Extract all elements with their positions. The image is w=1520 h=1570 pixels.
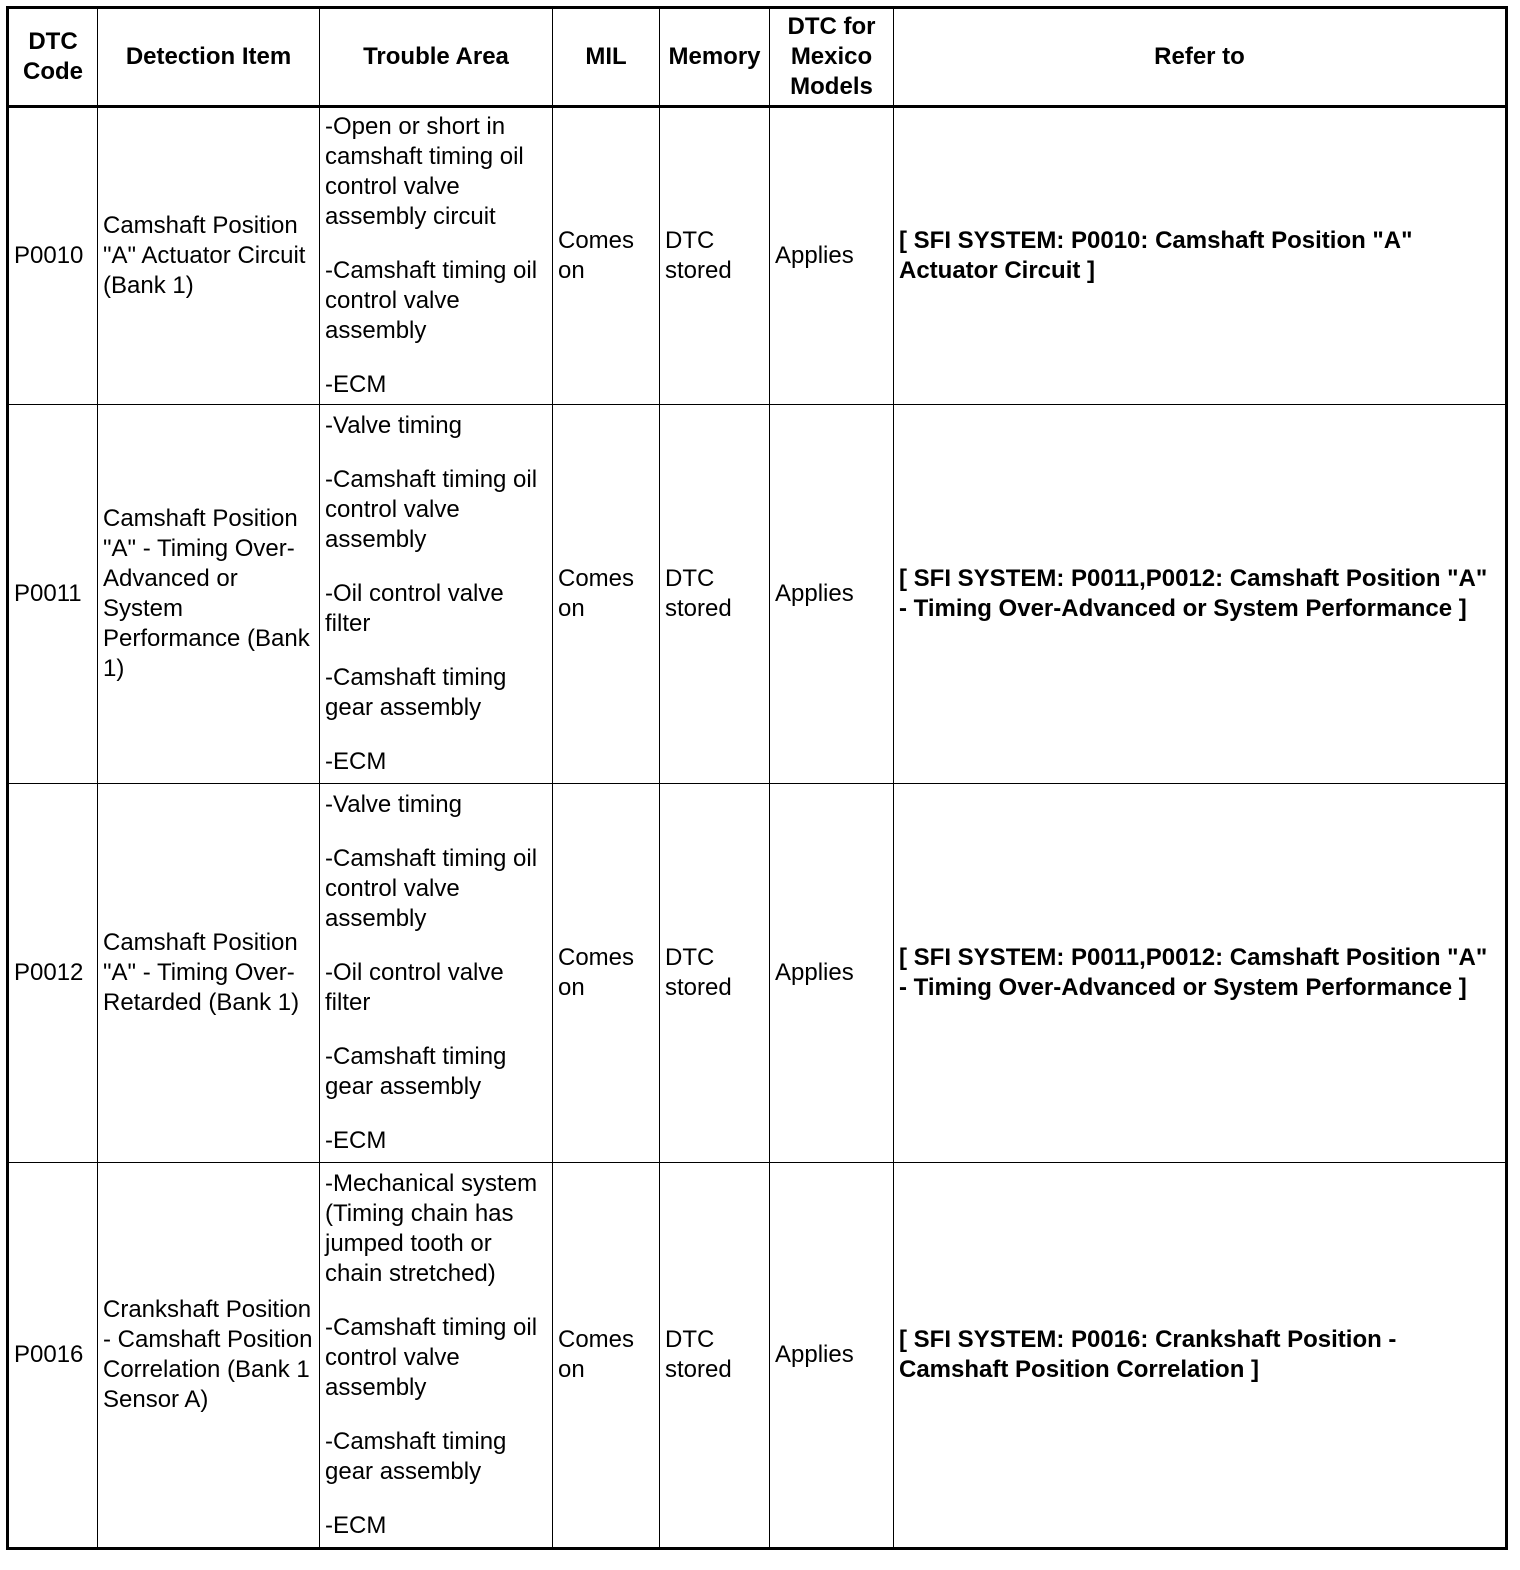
mil-cell: Comes on xyxy=(553,784,660,1163)
mil-cell: Comes on xyxy=(553,405,660,784)
refer-to-link[interactable]: [ SFI SYSTEM: P0011,P0012: Camshaft Position "A" - Timing Over-Advanced or System Performance ] xyxy=(894,784,1507,1163)
mil-cell: Comes on xyxy=(553,1163,660,1549)
trouble-area-item: -ECM xyxy=(325,1512,387,1539)
memory-cell: DTC stored xyxy=(660,784,770,1163)
mexico-models-cell: Applies xyxy=(770,1163,894,1549)
trouble-area-item: -Camshaft timing gear assembly xyxy=(325,664,507,721)
trouble-area-item: -Camshaft timing oil control valve assembly xyxy=(325,466,538,553)
trouble-area-item: -ECM xyxy=(325,371,387,398)
trouble-area-item: -Oil control valve filter xyxy=(325,959,504,1016)
trouble-area-item: -ECM xyxy=(325,748,387,775)
trouble-area-item: -Camshaft timing oil control valve assembly xyxy=(325,845,538,932)
trouble-area-item: -Valve timing xyxy=(325,791,462,818)
trouble-area-item: -Open or short in camshaft timing oil control valve assembly circuit xyxy=(325,113,524,230)
trouble-area-cell xyxy=(320,405,553,784)
detection-item-cell: Camshaft Position "A" - Timing Over-Advanced or System Performance (Bank 1) xyxy=(98,405,320,784)
trouble-area-item: -Mechanical system (Timing chain has jumped tooth or chain stretched) xyxy=(325,1170,538,1287)
mil-cell: Comes on xyxy=(553,107,660,405)
mexico-models-cell: Applies xyxy=(770,107,894,405)
table-row xyxy=(8,1163,1507,1549)
header-row xyxy=(8,8,1507,107)
dtc-code-cell: P0011 xyxy=(8,405,98,784)
trouble-area-cell xyxy=(320,1163,553,1549)
table-row xyxy=(8,784,1507,1163)
trouble-area-item: -Valve timing xyxy=(325,412,462,439)
header-mexico-models: DTC for Mexico Models xyxy=(770,8,894,107)
table-row xyxy=(8,107,1507,405)
detection-item-cell: Camshaft Position "A" Actuator Circuit (Bank 1) xyxy=(98,107,320,405)
header-memory: Memory xyxy=(660,8,770,107)
trouble-area-cell xyxy=(320,107,553,405)
trouble-area-item: -Camshaft timing oil control valve assembly xyxy=(325,1314,538,1401)
memory-cell: DTC stored xyxy=(660,405,770,784)
trouble-area-item: -ECM xyxy=(325,1127,387,1154)
dtc-code-cell: P0012 xyxy=(8,784,98,1163)
detection-item-cell: Crankshaft Position - Camshaft Position Correlation (Bank 1 Sensor A) xyxy=(98,1163,320,1549)
refer-to-link[interactable]: [ SFI SYSTEM: P0011,P0012: Camshaft Position "A" - Timing Over-Advanced or System Performance ] xyxy=(894,405,1507,784)
header-dtc-code: DTC Code xyxy=(8,8,98,107)
refer-to-link[interactable]: [ SFI SYSTEM: P0010: Camshaft Position "A" Actuator Circuit ] xyxy=(894,107,1507,405)
header-detection-item: Detection Item xyxy=(98,8,320,107)
refer-to-link[interactable]: [ SFI SYSTEM: P0016: Crankshaft Position - Camshaft Position Correlation ] xyxy=(894,1163,1507,1549)
mexico-models-cell: Applies xyxy=(770,405,894,784)
memory-cell: DTC stored xyxy=(660,107,770,405)
trouble-area-item: -Oil control valve filter xyxy=(325,580,504,637)
trouble-area-item: -Camshaft timing oil control valve assembly xyxy=(325,257,538,344)
trouble-area-item: -Camshaft timing gear assembly xyxy=(325,1043,507,1100)
mexico-models-cell: Applies xyxy=(770,784,894,1163)
dtc-code-cell: P0010 xyxy=(8,107,98,405)
trouble-area-cell xyxy=(320,784,553,1163)
header-mil: MIL xyxy=(553,8,660,107)
dtc-table xyxy=(6,6,1508,1550)
trouble-area-item: -Camshaft timing gear assembly xyxy=(325,1428,507,1485)
memory-cell: DTC stored xyxy=(660,1163,770,1549)
table-row xyxy=(8,405,1507,784)
header-trouble-area: Trouble Area xyxy=(320,8,553,107)
detection-item-cell: Camshaft Position "A" - Timing Over-Retarded (Bank 1) xyxy=(98,784,320,1163)
dtc-code-cell: P0016 xyxy=(8,1163,98,1549)
header-refer-to: Refer to xyxy=(894,8,1507,107)
